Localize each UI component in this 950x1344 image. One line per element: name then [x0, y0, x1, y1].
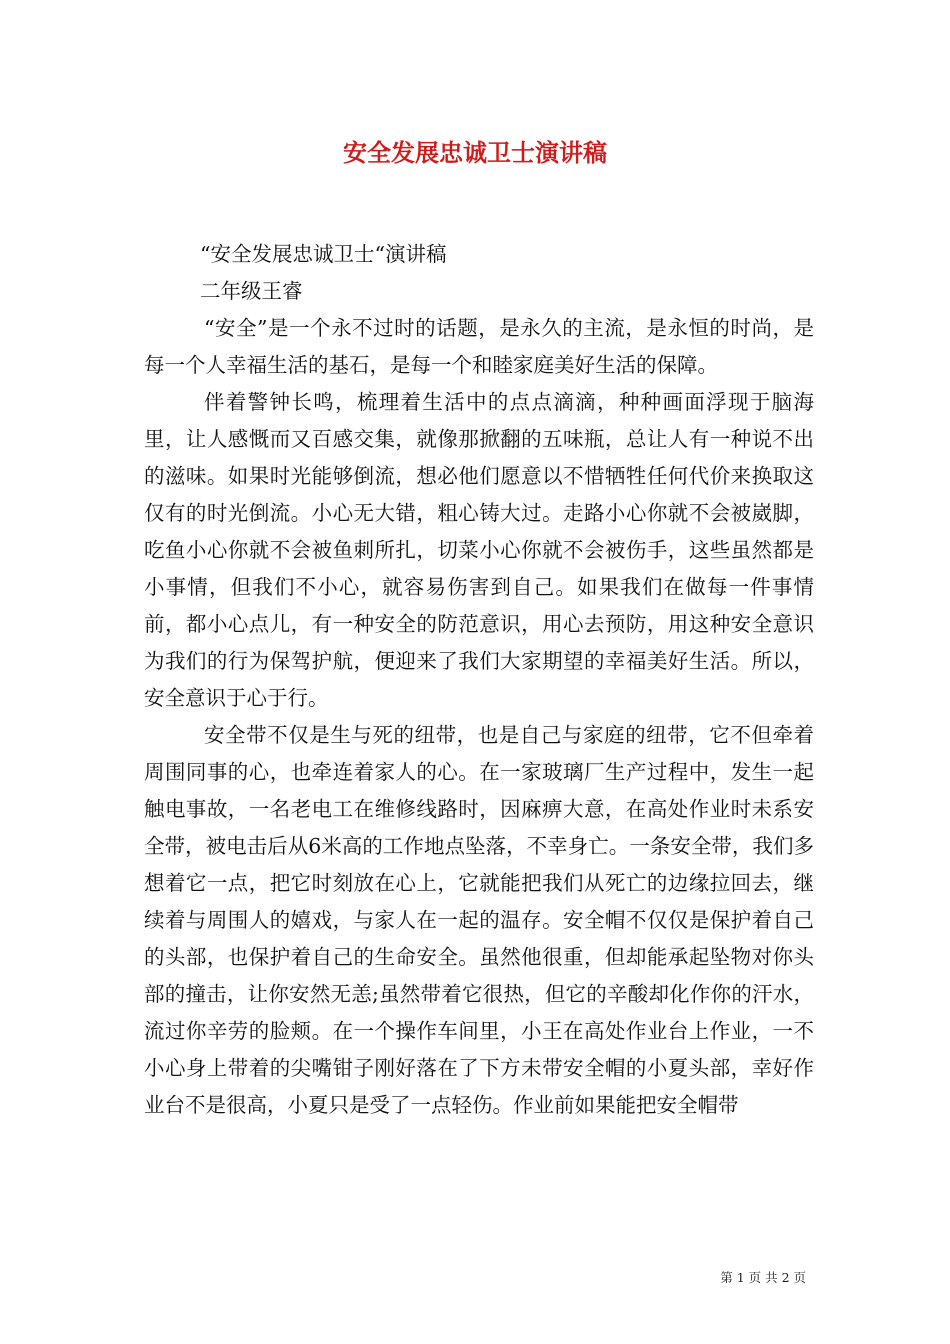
- author-line: 二年级王睿: [200, 279, 303, 303]
- speech-subtitle: “安全发展忠诚卫士“演讲稿: [200, 242, 447, 266]
- paragraph-3: 安全带不仅是生与死的纽带，也是自己与家庭的纽带，它不但牵着周围同事的心，也牵连着家人的心。在一家玻璃厂生产过程中，发生一起触电事故，一名老电工在维修线路时，因麻痹大意，在高处作业时未系安全带，被电击后从6米高的工作地点坠落，不幸身亡。一条安全带，我们多想着它一点，把它时刻放在心上，它就能把我们从死亡的边缘拉回去，继续着与周围人的嬉戏，与家人在一起的温存。安全帽不仅仅是保护着自己的头部，也保护着自己的生命安全。虽然他很重，但却能承起坠物对你头部的撞击，让你安然无恙;虽然带着它很热，但它的辛酸却化作你的汗水，流过你辛劳的脸颊。在一个操作车间里，小王在高处作业台上作业，一不小心身上带着的尖嘴钳子刚好落在了下方未带安全帽的小夏头部，幸好作业台不是很高，小夏只是受了一点轻伤。作业前如果能把安全帽带: [144, 723, 814, 1117]
- page-number: 第 1 页 共 2 页: [720, 1270, 806, 1285]
- paragraph-2: 伴着警钟长鸣，梳理着生活中的点点滴滴，种种画面浮现于脑海里，让人感慨而又百感交集，就像那掀翻的五味瓶，总让人有一种说不出的滋味。如果时光能够倒流，想必他们愿意以不惜牺牲任何代价来换取这仅有的时光倒流。小心无大错，粗心铸大过。走路小心你就不会被崴脚，吃鱼小心你就不会被鱼刺所扎，切菜小心你就不会被伤手，这些虽然都是小事情，但我们不小心，就容易伤害到自己。如果我们在做每一件事情前，都小心点儿，有一种安全的防范意识，用心去预防，用这种安全意识为我们的行为保驾护航，便迎来了我们大家期望的幸福美好生活。所以，安全意识于心于行。: [144, 390, 814, 710]
- document-body: [144, 236, 814, 1124]
- document-title: 安全发展忠诚卫士演讲稿: [343, 138, 607, 167]
- paragraph-1: “安全”是一个永不过时的话题，是永久的主流，是永恒的时尚，是每一个人幸福生活的基石，是每一个和睦家庭美好生活的保障。: [144, 316, 814, 377]
